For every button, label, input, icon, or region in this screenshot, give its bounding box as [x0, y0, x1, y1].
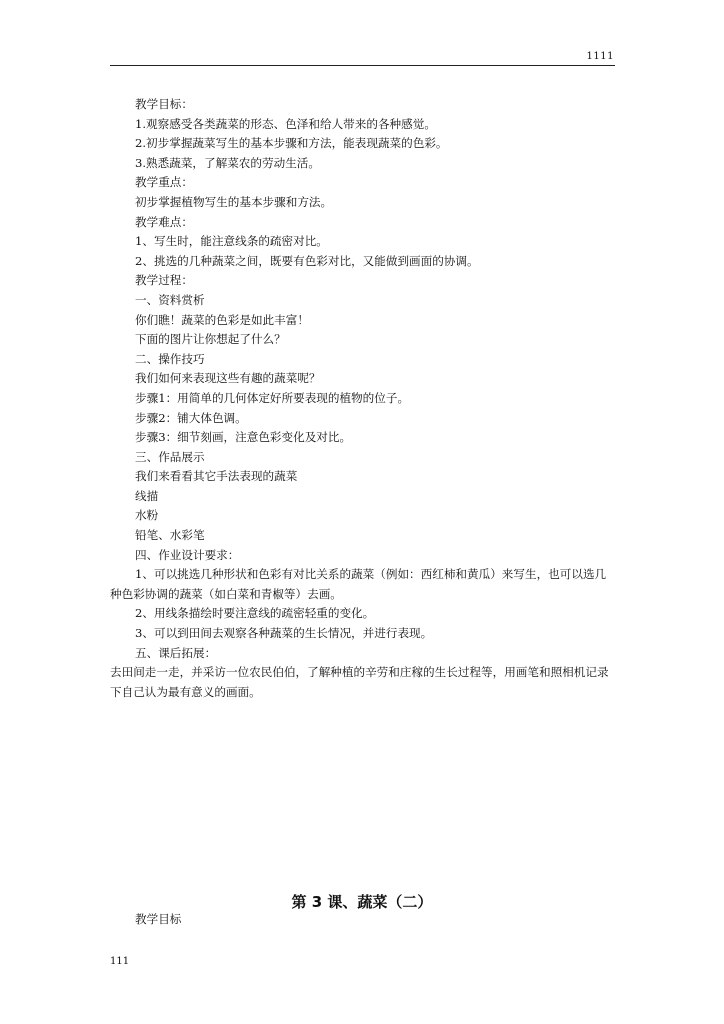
footer-page-number: 111 [110, 956, 130, 967]
medium-line-drawing: 线描 [135, 488, 159, 503]
section-1-line-2: 下面的图片让你想起了什么？ [135, 332, 286, 347]
homework-item-2: 2、用线条描绘时要注意线的疏密轻重的变化。 [135, 606, 375, 621]
section-2-heading: 二、操作技巧 [135, 351, 205, 366]
step-2: 步骤2：铺大体色调。 [135, 410, 247, 425]
header-rule [110, 65, 615, 66]
section-3-heading: 三、作品展示 [135, 449, 205, 464]
difficulty-item-2: 2、挑选的几种蔬菜之间，既要有色彩对比，又能做到画面的协调。 [135, 253, 479, 268]
homework-item-3: 3、可以到田间去观察各种蔬菜的生长情况，并进行表现。 [135, 626, 433, 641]
header-page-number: 1111 [586, 51, 614, 62]
homework-item-1: 1、可以挑选几种形状和色彩有对比关系的蔬菜（例如：西红柿和黄瓜）来写生，也可以选几种色彩协调的蔬菜（如白菜和青椒等）去画。 [110, 567, 607, 601]
process-heading: 教学过程： [135, 273, 193, 288]
lesson-content [110, 95, 615, 702]
section-5-heading: 五、课后拓展： [135, 645, 217, 660]
key-heading: 教学重点： [135, 175, 193, 190]
difficulty-item-1: 1、写生时，能注意线条的疏密对比。 [135, 234, 328, 249]
section-2-line-1: 我们如何来表现这些有趣的蔬菜呢？ [135, 371, 321, 386]
section-4-heading: 四、作业设计要求： [135, 547, 240, 562]
difficulty-heading: 教学难点： [135, 214, 193, 229]
step-1: 步骤1：用简单的几何体定好所要表现的植物的位子。 [135, 390, 410, 405]
medium-pencil-watercolor: 铅笔、水彩笔 [135, 528, 205, 543]
next-lesson-title: 第 3 课、蔬菜（二） [291, 893, 433, 911]
next-lesson-subheading: 教学目标 [135, 912, 182, 926]
section-1-heading: 一、资料赏析 [135, 292, 205, 307]
goal-item-3: 3.熟悉蔬菜，了解菜农的劳动生活。 [135, 155, 320, 170]
medium-gouache: 水粉 [135, 508, 159, 523]
key-item-1: 初步掌握植物写生的基本步骤和方法。 [135, 194, 333, 209]
goal-heading: 教学目标： [135, 97, 193, 111]
section-1-line-1: 你们瞧！蔬菜的色彩是如此丰富！ [135, 312, 309, 327]
goal-item-2: 2.初步掌握蔬菜写生的基本步骤和方法，能表现蔬菜的色彩。 [135, 136, 448, 151]
section-3-line-1: 我们来看看其它手法表现的蔬菜 [135, 469, 298, 484]
goal-item-1: 1.观察感受各类蔬菜的形态、色泽和给人带来的各种感觉。 [135, 116, 436, 131]
step-3: 步骤3：细节刻画，注意色彩变化及对比。 [135, 430, 352, 445]
extension-paragraph: 去田间走一走，并采访一位农民伯伯，了解种植的辛劳和庄稼的生长过程等，用画笔和照相机记录下自己认为最有意义的画面。 [110, 665, 609, 699]
